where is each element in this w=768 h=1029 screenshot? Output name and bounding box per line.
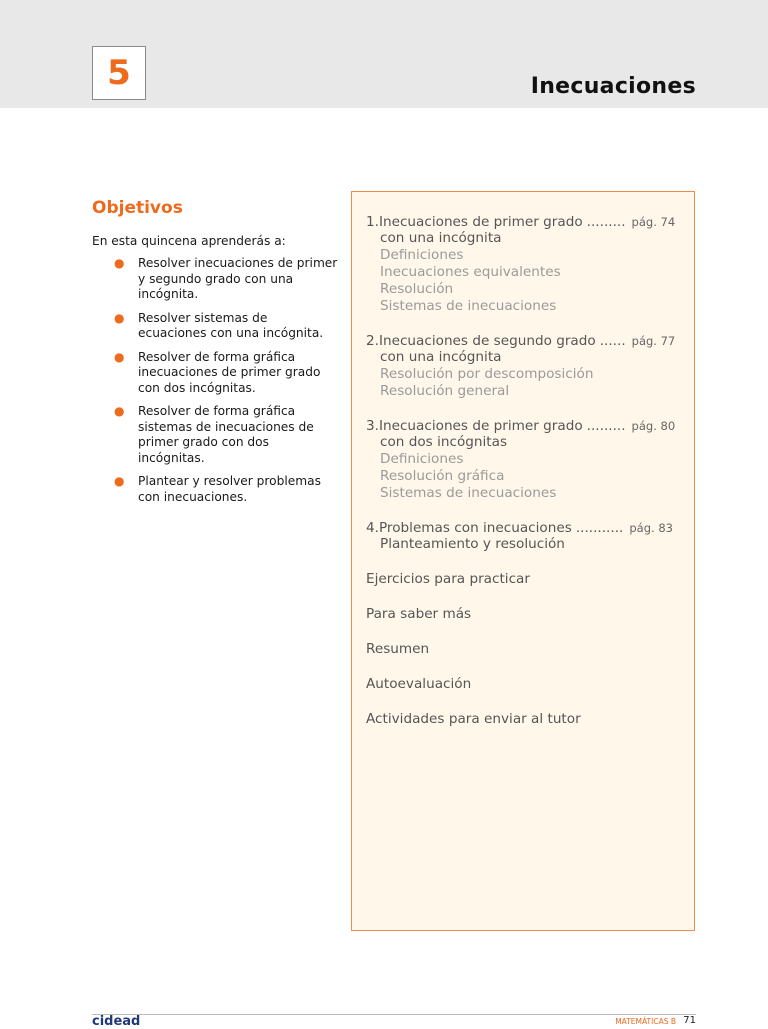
toc-subitem[interactable]: Sistemas de inecuaciones bbox=[380, 298, 557, 314]
toc-page-ref: pág. 74 bbox=[631, 215, 676, 229]
toc-dots: ......... bbox=[586, 214, 626, 230]
objective-text: Resolver sistemas de ecuaciones con una incógnita. bbox=[138, 310, 324, 340]
toc-extra-exercises[interactable]: Ejercicios para practicar bbox=[366, 571, 530, 587]
footer-logo: cidead bbox=[92, 1014, 141, 1029]
table-of-contents bbox=[351, 191, 695, 931]
bullet-icon: ● bbox=[114, 349, 125, 364]
toc-page-ref: pág. 83 bbox=[629, 521, 673, 535]
toc-subitem[interactable]: Sistemas de inecuaciones bbox=[380, 485, 557, 501]
bullet-icon: ● bbox=[114, 404, 125, 418]
objective-item bbox=[92, 474, 338, 505]
objectives-intro: En esta quincena aprenderás a: bbox=[92, 234, 286, 248]
objectives-column bbox=[92, 198, 338, 513]
toc-section bbox=[366, 520, 694, 553]
bullet-icon: ● bbox=[114, 310, 125, 325]
objectives-list bbox=[92, 256, 338, 505]
toc-section-title: 2.Inecuaciones de segundo grado bbox=[366, 333, 596, 349]
toc-section bbox=[366, 333, 694, 400]
toc-page-ref: pág. 80 bbox=[631, 419, 676, 433]
toc-section-subtitle: con una incógnita bbox=[380, 230, 502, 246]
toc-extra-self-assessment[interactable]: Autoevaluación bbox=[366, 676, 472, 692]
toc-dots: ......... bbox=[586, 418, 626, 434]
toc-section-line[interactable] bbox=[366, 333, 684, 349]
toc-section-line[interactable] bbox=[366, 520, 684, 536]
objective-item bbox=[92, 350, 338, 397]
toc-subitem[interactable]: Definiciones bbox=[380, 451, 464, 467]
toc-subitem[interactable]: Inecuaciones equivalentes bbox=[380, 264, 561, 280]
toc-section-subtitle: Planteamiento y resolución bbox=[380, 536, 565, 552]
toc-dots: ........... bbox=[575, 520, 624, 536]
chapter-number: 5 bbox=[92, 46, 146, 100]
toc-section-title: 1.Inecuaciones de primer grado bbox=[366, 214, 583, 230]
footer-subject: MATEMÁTICAS B bbox=[615, 1017, 676, 1026]
objective-item bbox=[92, 404, 338, 466]
toc-section-line[interactable] bbox=[366, 214, 684, 230]
toc-subitem[interactable]: Resolución gráfica bbox=[380, 468, 505, 484]
toc-subitem[interactable]: Resolución bbox=[380, 281, 454, 297]
toc-section bbox=[366, 418, 694, 502]
toc-section bbox=[366, 214, 694, 315]
toc-page-ref: pág. 77 bbox=[631, 334, 676, 348]
toc-section-subtitle: con una incógnita bbox=[380, 349, 502, 365]
toc-section-title: 3.Inecuaciones de primer grado bbox=[366, 418, 583, 434]
toc-subitem[interactable]: Resolución general bbox=[380, 383, 510, 399]
objective-text: Resolver de forma gráfica inecuaciones de primer grado con dos incógnitas. bbox=[138, 349, 321, 395]
bullet-icon: ● bbox=[114, 474, 125, 488]
objective-text: Plantear y resolver problemas con inecuaciones. bbox=[138, 474, 321, 504]
toc-section-title: 4.Problemas con inecuaciones bbox=[366, 520, 572, 536]
objective-item bbox=[92, 311, 338, 342]
chapter-title: Inecuaciones bbox=[530, 74, 696, 99]
toc-extra-learn-more[interactable]: Para saber más bbox=[366, 606, 472, 622]
toc-extra-summary[interactable]: Resumen bbox=[366, 641, 430, 657]
toc-subitem[interactable]: Definiciones bbox=[380, 247, 464, 263]
footer-divider bbox=[92, 1014, 696, 1015]
footer-page-number: 71 bbox=[683, 1015, 696, 1026]
objective-text: Resolver de forma gráfica sistemas de inecuaciones de primer grado con dos incógnitas. bbox=[138, 404, 314, 465]
toc-section-line[interactable] bbox=[366, 418, 684, 434]
objective-text: Resolver inecuaciones de primer y segundo grado con una incógnita. bbox=[138, 256, 338, 301]
bullet-icon: ● bbox=[114, 256, 125, 270]
objective-item bbox=[92, 256, 338, 303]
toc-section-subtitle: con dos incógnitas bbox=[380, 434, 508, 450]
objectives-heading: Objetivos bbox=[92, 198, 183, 218]
toc-dots: ...... bbox=[599, 333, 626, 349]
toc-subitem[interactable]: Resolución por descomposición bbox=[380, 366, 594, 382]
toc-extra-tutor-activities[interactable]: Actividades para enviar al tutor bbox=[366, 711, 581, 727]
